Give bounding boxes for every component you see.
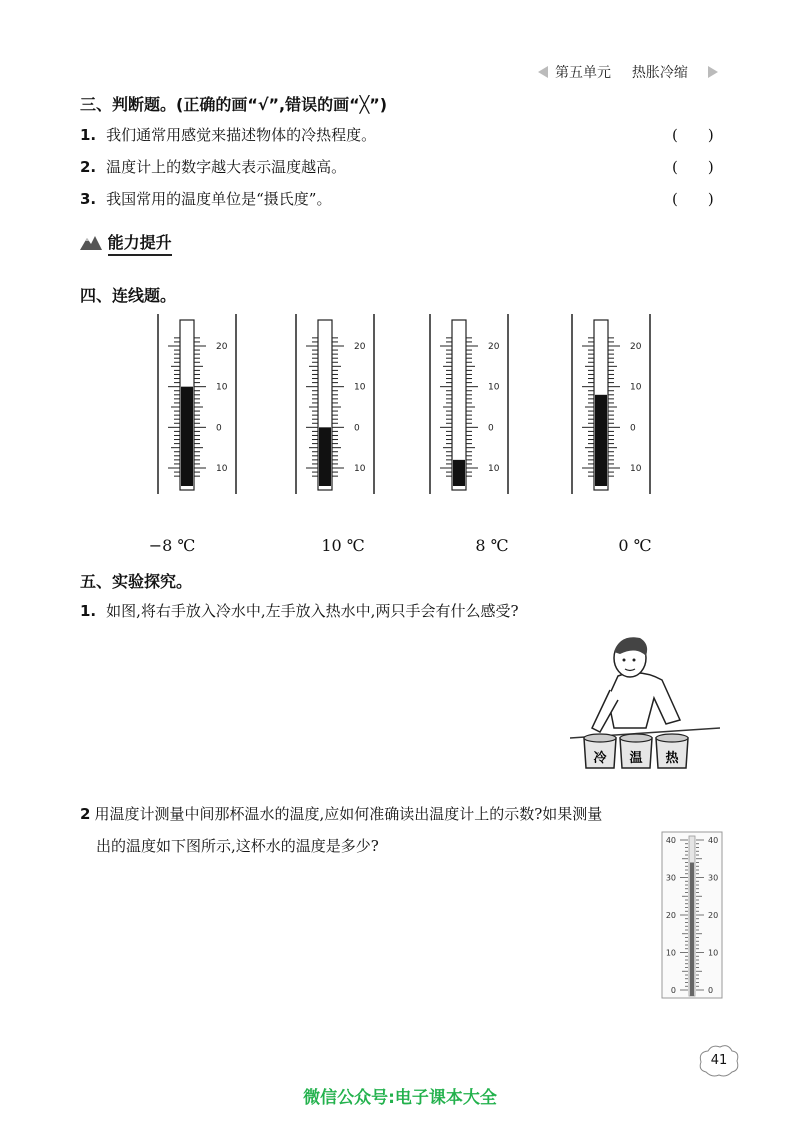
section5-title: 五、实验探究。 bbox=[80, 572, 193, 591]
scale-label-left: 0 bbox=[670, 986, 676, 995]
ability-heading bbox=[80, 230, 172, 253]
section3-title: 三、判断题。(正确的画“√”,错误的画“╳”) bbox=[80, 95, 388, 114]
scale-label-right: 30 bbox=[708, 873, 719, 883]
scale-label: 20 bbox=[630, 342, 642, 352]
liquid-column bbox=[690, 863, 694, 997]
topic-label: 热胀冷缩 bbox=[631, 65, 688, 81]
scale-label-right: 40 bbox=[708, 836, 719, 845]
temp-label-2[interactable]: 10 ℃ bbox=[321, 536, 365, 555]
judge-question-2 bbox=[80, 156, 346, 177]
scale-label: 20 bbox=[488, 342, 500, 352]
mercury-column bbox=[319, 427, 331, 486]
question-number: 1. bbox=[80, 602, 97, 620]
scale-label: 10 bbox=[630, 464, 642, 474]
scale-label-left: 10 bbox=[665, 948, 676, 958]
page-number: 41 bbox=[710, 1053, 728, 1068]
thermometer-row bbox=[140, 310, 660, 500]
footer-watermark: 微信公众号:电子课本大全 bbox=[303, 1088, 497, 1108]
scale-label: 20 bbox=[354, 342, 366, 352]
judge-question-1 bbox=[80, 124, 376, 145]
scale-label: 10 bbox=[216, 382, 228, 393]
question-number: 3. bbox=[80, 190, 97, 208]
question-text: 温度计上的数字越大表示温度越高。 bbox=[106, 158, 347, 176]
cup-label-warm: 温 bbox=[629, 751, 643, 766]
question-number: 2 bbox=[80, 805, 91, 823]
mercury-column bbox=[595, 395, 607, 486]
thermometer bbox=[158, 314, 236, 494]
answer-parentheses-1[interactable]: ( ) bbox=[672, 126, 714, 144]
header-right-arrow bbox=[708, 66, 718, 78]
unit-label: 第五单元 bbox=[555, 65, 611, 81]
temp-label-3[interactable]: 8 ℃ bbox=[475, 536, 509, 555]
scale-label: 0 bbox=[488, 423, 494, 434]
question-text: 我们通常用感觉来描述物体的冷热程度。 bbox=[106, 126, 377, 144]
scale-label-left: 20 bbox=[665, 911, 676, 920]
question-text: 我国常用的温度单位是“摄氏度”。 bbox=[106, 190, 332, 208]
scale-label-right: 0 bbox=[708, 986, 714, 995]
scale-label-left: 40 bbox=[665, 836, 676, 845]
mercury-column bbox=[181, 387, 193, 486]
cup-label-hot: 热 bbox=[665, 751, 679, 766]
mountain-icon bbox=[80, 234, 102, 250]
big-thermometer bbox=[660, 830, 724, 1000]
judge-question-3 bbox=[80, 188, 331, 209]
scale-label: 10 bbox=[354, 382, 366, 393]
mercury-column bbox=[453, 460, 465, 486]
scale-label-right: 20 bbox=[708, 911, 719, 920]
header-left-arrow bbox=[538, 66, 548, 78]
page-header bbox=[555, 62, 688, 82]
scale-label: 10 bbox=[630, 382, 642, 393]
answer-parentheses-2[interactable]: ( ) bbox=[672, 158, 714, 176]
experiment-question-1 bbox=[80, 600, 519, 621]
experiment-question-2 bbox=[80, 798, 730, 862]
scale-label: 20 bbox=[216, 342, 228, 352]
scale-label: 10 bbox=[488, 382, 500, 393]
thermometer bbox=[296, 314, 374, 494]
scale-label: 0 bbox=[216, 423, 222, 434]
scale-label-right: 10 bbox=[708, 948, 719, 958]
question-number: 1. bbox=[80, 126, 97, 144]
question-text: 如图,将右手放入冷水中,左手放入热水中,两只手会有什么感受? bbox=[106, 602, 519, 620]
hands-in-water-illustration bbox=[570, 628, 720, 778]
temp-label-4[interactable]: 0 ℃ bbox=[618, 536, 652, 555]
thermometer bbox=[572, 314, 650, 494]
question-text-line1: 用温度计测量中间那杯温水的温度,应如何准确读出温度计上的示数?如果测量 bbox=[94, 805, 603, 823]
answer-parentheses-3[interactable]: ( ) bbox=[672, 190, 714, 208]
section4-title: 四、连线题。 bbox=[80, 286, 177, 305]
temp-label-1[interactable]: −8 ℃ bbox=[148, 536, 196, 555]
question-text-line2: 出的温度如下图所示,这杯水的温度是多少? bbox=[96, 837, 379, 855]
scale-label-left: 30 bbox=[665, 873, 676, 883]
thermometer bbox=[430, 314, 508, 494]
scale-label: 10 bbox=[354, 464, 366, 474]
scale-label: 0 bbox=[354, 423, 360, 434]
ability-title: 能力提升 bbox=[108, 233, 172, 256]
cup-label-cold: 冷 bbox=[593, 751, 607, 766]
question-number: 2. bbox=[80, 158, 97, 176]
scale-label: 0 bbox=[630, 423, 636, 434]
scale-label: 10 bbox=[488, 464, 500, 474]
scale-label: 10 bbox=[216, 464, 228, 474]
